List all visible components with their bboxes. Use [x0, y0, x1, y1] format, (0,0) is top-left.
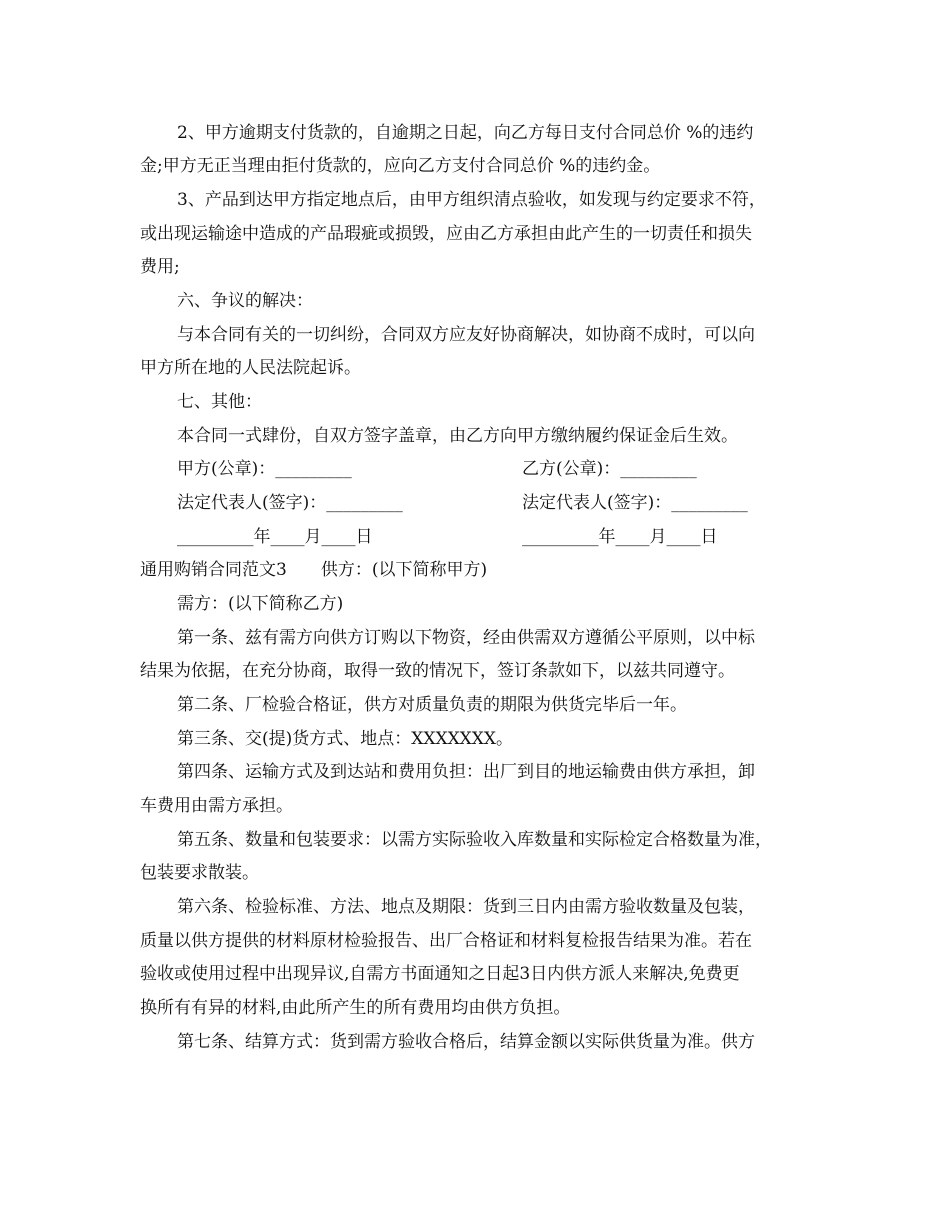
paragraph-line: 换所有有异的材料,由此所产生的所有费用均由供方负担。	[140, 998, 571, 1018]
paragraph-line: 需方：(以下简称乙方)	[177, 594, 344, 614]
paragraph-line: 第五条、数量和包装要求：以需方实际验收入库数量和实际检定合格数量为准，	[177, 830, 772, 850]
paragraph-line: 金;甲方无正当理由拒付货款的，应向乙方支付合同总价 %的违约金。	[140, 156, 661, 176]
paragraph-line: 结果为依据，在充分协商，取得一致的情况下，签订条款如下，以兹共同遵守。	[140, 661, 735, 681]
section-heading: 六、争议的解决：	[177, 291, 313, 311]
document-title-line: 通用购销合同范文3 供方：(以下简称甲方)	[140, 560, 488, 580]
party-b-date: _________年____月____日	[522, 527, 718, 547]
section-heading: 七、其他：	[177, 392, 262, 412]
party-b-representative: 法定代表人(签字)：_________	[522, 493, 748, 513]
paragraph-line: 与本合同有关的一切纠纷，合同双方应友好协商解决，如协商不成时，可以向	[177, 325, 755, 345]
paragraph-line: 第二条、厂检验合格证，供方对质量负责的期限为供货完毕后一年。	[177, 695, 687, 715]
paragraph-line: 第四条、运输方式及到达站和费用负担：出厂到目的地运输费由供方承担，卸	[177, 762, 755, 782]
paragraph-line: 第六条、检验标准、方法、地点及期限：货到三日内由需方验收数量及包装，	[177, 897, 755, 917]
paragraph-line: 本合同一式肆份，自双方签字盖章，由乙方向甲方缴纳履约保证金后生效。	[177, 426, 738, 446]
paragraph-line: 第三条、交(提)货方式、地点：XXXXXXX。	[177, 729, 513, 749]
party-b-seal: 乙方(公章)：_________	[522, 459, 697, 479]
paragraph-line: 2、甲方逾期支付货款的，自逾期之日起，向乙方每日支付合同总价 %的违约	[177, 123, 754, 143]
paragraph-line: 或出现运输途中造成的产品瑕疵或损毁，应由乙方承担由此产生的一切责任和损失	[140, 224, 752, 244]
party-a-representative: 法定代表人(签字)：_________	[177, 493, 403, 513]
paragraph-line: 验收或使用过程中出现异议,自需方书面通知之日起3日内供方派人来解决,免费更	[140, 964, 740, 984]
paragraph-line: 费用;	[140, 257, 180, 277]
paragraph-line: 第七条、结算方式：货到需方验收合格后，结算金额以实际供货量为准。供方	[177, 1032, 755, 1052]
paragraph-line: 第一条、兹有需方向供方订购以下物资，经由供需双方遵循公平原则，以中标	[177, 628, 755, 648]
paragraph-line: 包装要求散装。	[140, 863, 259, 883]
paragraph-line: 甲方所在地的人民法院起诉。	[140, 358, 361, 378]
paragraph-line: 车费用由需方承担。	[140, 796, 293, 816]
party-a-date: _________年____月____日	[177, 527, 373, 547]
party-a-seal: 甲方(公章)：_________	[177, 459, 352, 479]
paragraph-line: 3、产品到达甲方指定地点后，由甲方组织清点验收，如发现与约定要求不符，	[177, 190, 766, 210]
paragraph-line: 质量以供方提供的材料原材检验报告、出厂合格证和材料复检报告结果为准。若在	[140, 931, 752, 951]
